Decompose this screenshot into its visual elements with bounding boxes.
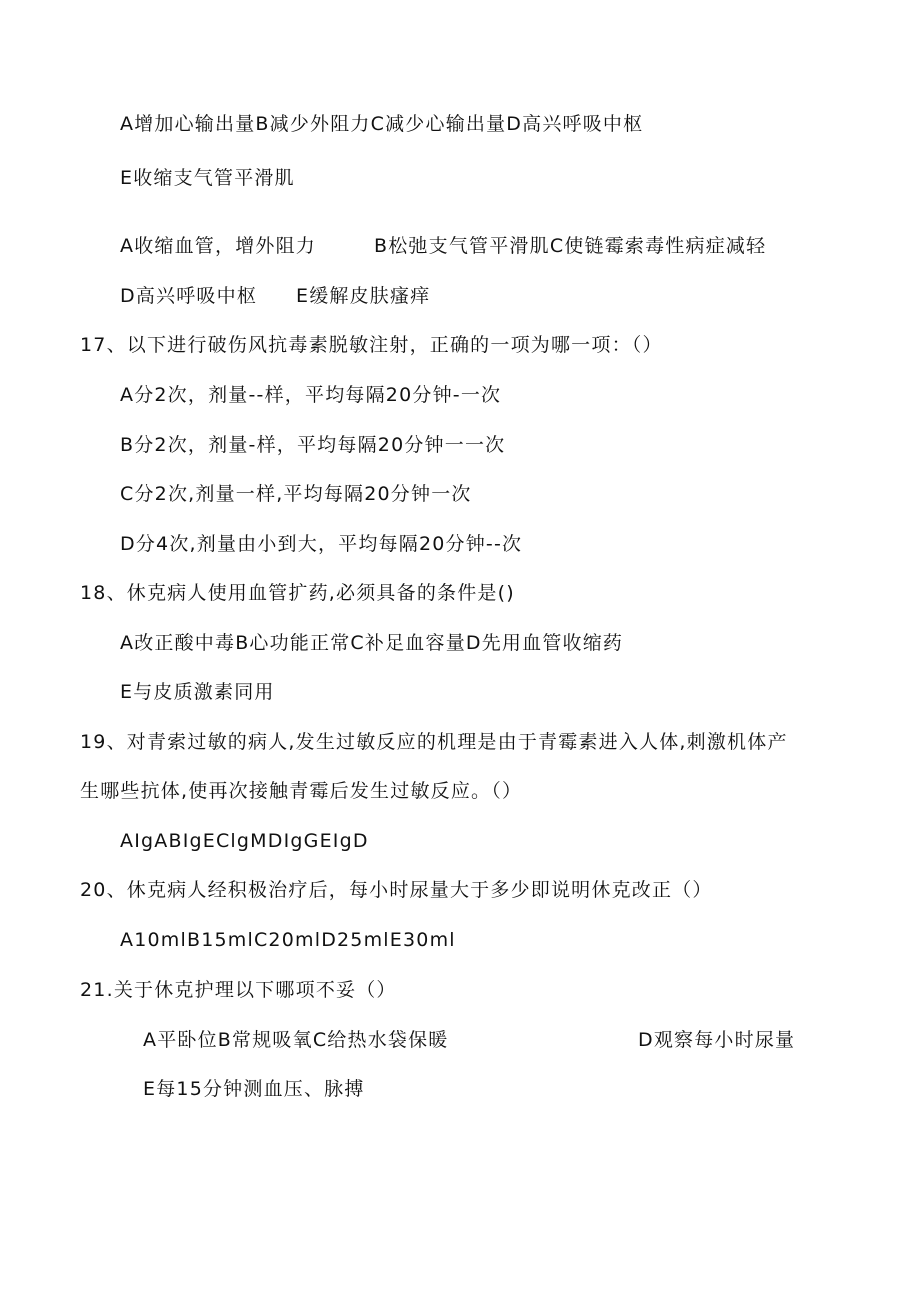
question-21-options-a-c: A平卧位B常规吸氧C给热水袋保暖 [143,1029,449,1051]
question-18-option-e: E与皮质激素同用 [120,681,275,703]
option-line-a-d: A增加心输出量B减少外阻力C减少心输出量D高兴呼吸中枢 [120,113,644,135]
option-a: A收缩血管，增外阻力 [120,235,316,257]
option-e: E缓解皮肤瘙痒 [296,285,431,307]
question-19-options: AIgABIgEClgMDIgGEIgD [120,830,369,852]
question-20-options: A10mlB15mlC20mlD25mlE30ml [120,929,456,951]
question-19-continued: 生哪些抗体,使再次接触青霉后发生过敏反应。（） [80,780,523,802]
question-17: 17、以下进行破伤风抗毒素脱敏注射，正确的一项为哪一项：（） [80,334,663,356]
option-b-c: B松弛支气管平滑肌C使链霉索毒性病症减轻 [374,235,767,257]
question-17-option-d: D分4次,剂量由小到大，平均每隔20分钟--次 [120,533,523,555]
question-21-option-e: E每15分钟测血压、脉搏 [143,1078,365,1100]
question-20: 20、休克病人经积极治疗后，每小时尿量大于多少即说明休克改正（） [80,879,713,901]
question-19: 19、对青索过敏的病人,发生过敏反应的机理是由于青霉素进入人体,刺激机体产 [80,731,788,753]
question-21: 21.关于休克护理以下哪项不妥（） [80,979,397,1001]
question-18: 18、休克病人使用血管扩药,必须具备的条件是() [80,582,515,604]
question-17-option-a: A分2次，剂量--样，平均每隔20分钟-一次 [120,384,502,406]
question-21-option-d: D观察每小时尿量 [638,1029,796,1051]
question-17-option-b: B分2次，剂量-样，平均每隔20分钟一一次 [120,434,506,456]
option-line-e: E收缩支气管平滑肌 [120,167,295,189]
question-18-options-a-d: A改正酸中毒B心功能正常C补足血容量D先用血管收缩药 [120,632,624,654]
question-17-option-c: C分2次,剂量一样,平均每隔20分钟一次 [120,483,472,505]
option-d: D高兴呼吸中枢 [120,285,258,307]
